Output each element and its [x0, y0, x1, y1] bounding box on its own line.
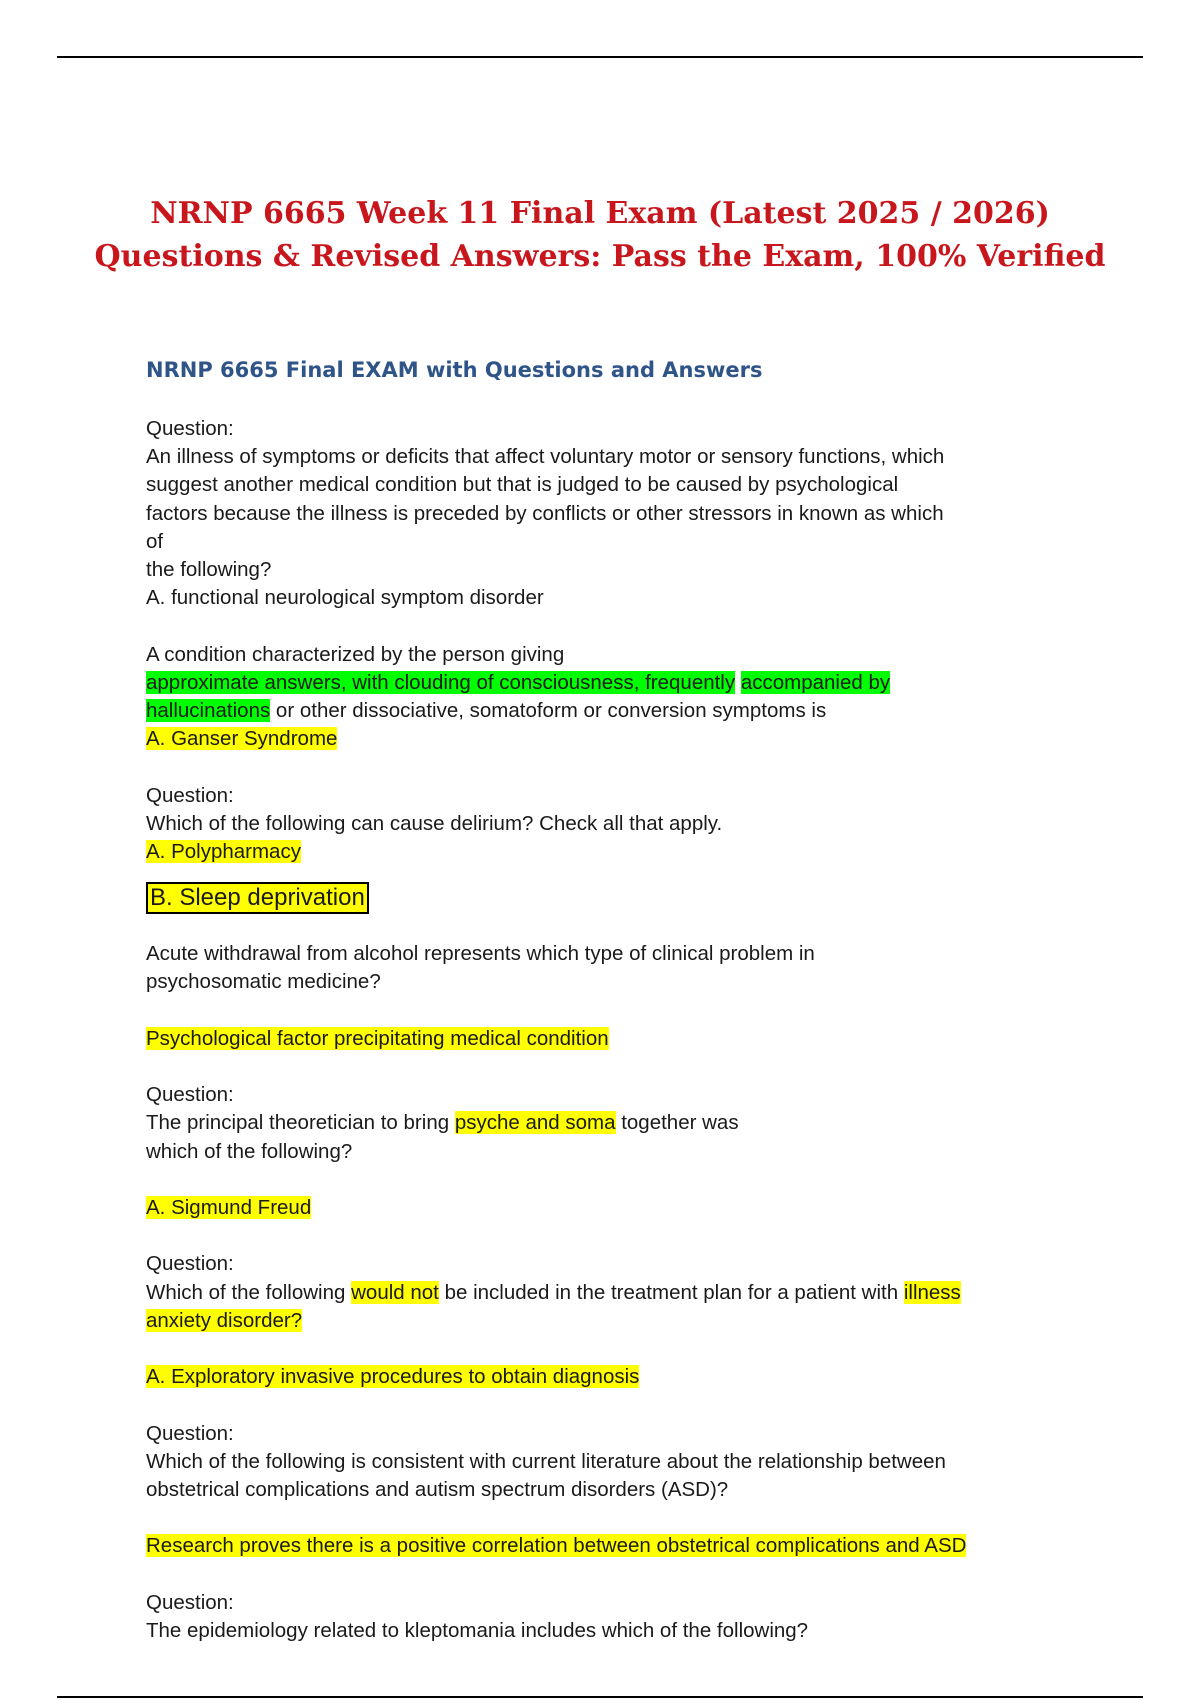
- green-highlight: hallucinations: [146, 699, 271, 723]
- question-text: of: [146, 529, 164, 553]
- top-rule: [57, 56, 1143, 58]
- inline-highlight: illness: [903, 1280, 961, 1304]
- title-line-1: NRNP 6665 Week 11 Final Exam (Latest 2025 / 2026): [150, 196, 1050, 231]
- question-label: Question:: [146, 1083, 234, 1107]
- boxed-answer: B. Sleep deprivation: [146, 882, 369, 914]
- green-highlight: accompanied by: [740, 670, 891, 694]
- green-highlight: approximate answers, with clouding of consciousness, frequently: [146, 670, 736, 694]
- title-line-2: Questions & Revised Answers: Pass the Exam, 100% Verified: [94, 239, 1106, 274]
- question-text: The epidemiology related to kleptomania includes which of the following?: [146, 1618, 809, 1642]
- question-label: Question:: [146, 1421, 234, 1445]
- answer-line: [146, 1025, 1026, 1053]
- question-label: Question:: [146, 1252, 234, 1276]
- inline-highlight: psyche and soma: [454, 1111, 616, 1135]
- question-text: Which of the following can cause delirium? Check all that apply.: [146, 811, 723, 835]
- document-title: [0, 192, 1200, 278]
- question-text: suggest another medical condition but that is judged to be caused by psychological: [146, 473, 899, 497]
- question-text: [146, 1279, 1026, 1307]
- answer-highlight: A. Polypharmacy: [146, 840, 301, 864]
- answer-highlight: Research proves there is a positive correlation between obstetrical complications and ASD: [146, 1534, 967, 1558]
- question-text: psychosomatic medicine?: [146, 970, 381, 994]
- text-run: The principal theoretician to bring: [146, 1111, 455, 1135]
- question-label: Question:: [146, 417, 234, 440]
- answer-line: [146, 1532, 1026, 1560]
- question-text: obstetrical complications and autism spectrum disorders (ASD)?: [146, 1477, 729, 1501]
- inline-highlight: would not: [351, 1280, 439, 1304]
- answer-highlight: A. Ganser Syndrome: [146, 727, 338, 751]
- bottom-rule: [57, 1696, 1143, 1698]
- question-text: A condition characterized by the person giving: [146, 642, 565, 666]
- answer-highlight: Psychological factor precipitating medical condition: [146, 1026, 609, 1050]
- text-run: together was: [615, 1111, 739, 1135]
- question-label: Question:: [146, 1590, 234, 1614]
- answer-text: A. functional neurological symptom disorder: [146, 586, 544, 610]
- exam-content: [146, 415, 1026, 1645]
- answer-highlight: A. Exploratory invasive procedures to obtain diagnosis: [146, 1365, 640, 1389]
- question-text: [146, 697, 1026, 725]
- question-text: which of the following?: [146, 1139, 353, 1163]
- answer-line: [146, 1194, 1026, 1222]
- answer-line: [146, 838, 1026, 866]
- question-text: Acute withdrawal from alcohol represents which type of clinical problem in: [146, 942, 815, 966]
- question-text: An illness of symptoms or deficits that affect voluntary motor or sensory functions, which: [146, 445, 945, 469]
- text-run: Which of the following: [146, 1280, 352, 1304]
- question-text: [146, 669, 1026, 697]
- question-label: Question:: [146, 783, 234, 807]
- text-run: be included in the treatment plan for a patient with: [438, 1280, 904, 1304]
- answer-highlight: A. Sigmund Freud: [146, 1196, 312, 1219]
- answer-line: [146, 882, 1026, 914]
- section-subtitle: NRNP 6665 Final EXAM with Questions and Answers: [146, 358, 763, 382]
- answer-line: [146, 725, 1026, 753]
- answer-line: [146, 1363, 1026, 1391]
- question-text-rest: or other dissociative, somatoform or conversion symptoms is: [270, 699, 827, 723]
- question-text: [146, 1109, 1026, 1137]
- question-text: Which of the following is consistent with current literature about the relationship between: [146, 1449, 946, 1473]
- question-text: [146, 1307, 1026, 1335]
- inline-highlight: anxiety disorder?: [146, 1308, 303, 1332]
- question-text: the following?: [146, 558, 272, 582]
- question-text: factors because the illness is preceded by conflicts or other stressors in known as which: [146, 501, 944, 525]
